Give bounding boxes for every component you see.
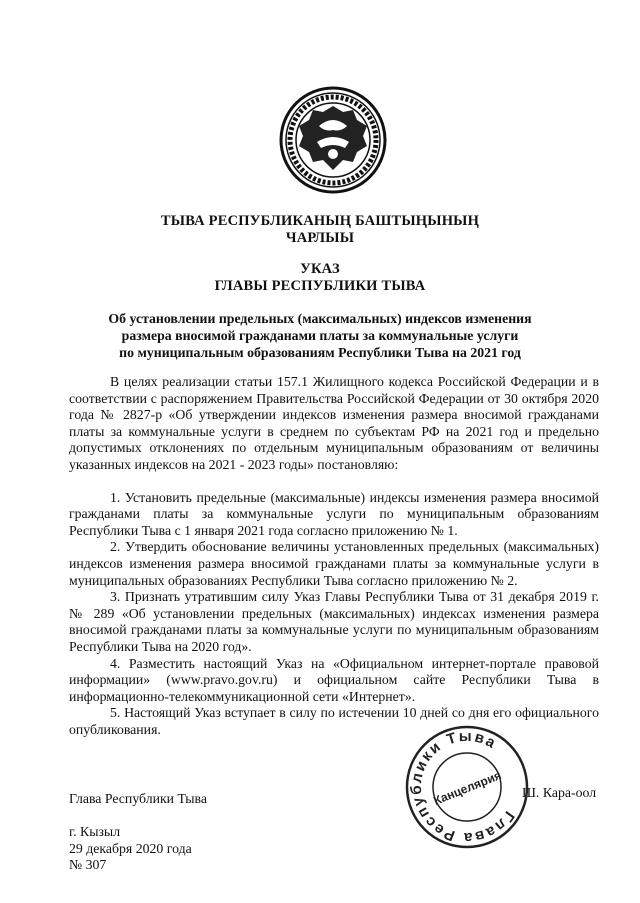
stamp-ring-text: Глава Республики Тыва <box>407 727 518 847</box>
republic-title-line1: ТЫВА РЕСПУБЛИКАНЫҢ БАШТЫҢЫНЫҢ <box>160 213 480 229</box>
decree-subject-line2: размера вносимой гражданами платы за коммунальные услуги <box>121 328 519 343</box>
decree-place-date <box>69 824 192 874</box>
decree-subject-line3: по муниципальным образованиям Республики Тыва на 2021 год <box>119 345 521 360</box>
decree-subject-line1: Об установлении предельных (максимальных) индексов изменения <box>108 311 532 326</box>
decree-item-4: 4. Разместить настоящий Указ на «Официальном интернет-портале правовой информации» (www.pravo.gov.ru) и официальном сайте Республики Тыва в информационно-телекоммуникационной сети «Интернет». <box>69 655 599 704</box>
decree-item-2: 2. Утвердить обоснование величины установленных предельных (максимальных) индексов изменения размера вносимой гражданами платы за коммунальные услуги в муниципальных образованиях Республики Тыва согласно приложению № 2. <box>69 539 599 588</box>
decree-item-1: 1. Установить предельные (максимальные) индексы изменения размера вносимой гражданами платы за коммунальные услуги по муниципальным образованиям Республики Тыва с 1 января 2021 года согласно приложению № 1. <box>69 489 599 538</box>
office-stamp-icon <box>404 724 530 850</box>
decree-title-line2: ГЛАВЫ РЕСПУБЛИКИ ТЫВА <box>214 278 426 294</box>
decree-item-3: 3. Признать утратившим силу Указ Главы Республики Тыва от 31 декабря 2019 г. № 289 «Об установлении предельных (максимальных) индексах изменения размера вносимой гражданами платы за коммунальные услуги по муниципальным образованиям Республики Тыва на 2020 год». <box>69 589 599 654</box>
decree-date: 29 декабря 2020 года <box>69 840 192 856</box>
decree-title <box>0 261 640 295</box>
decree-place: г. Кызыл <box>69 824 121 839</box>
decree-body <box>69 374 599 738</box>
signatory-position: Глава Республики Тыва <box>69 791 207 806</box>
stamp-center-text: Канцелярия <box>431 767 504 808</box>
tuva-coat-of-arms-icon <box>279 86 387 194</box>
republic-title <box>0 213 640 247</box>
republic-title-line2: ЧАРЛЫЫ <box>285 230 355 246</box>
signatory-name: Ш. Кара-оол <box>522 785 597 800</box>
decree-subject <box>0 310 640 361</box>
decree-title-line1: УКАЗ <box>300 261 340 277</box>
decree-number: № 307 <box>69 857 107 873</box>
decree-preamble: В целях реализации статьи 157.1 Жилищного кодекса Российской Федерации и в соответствии с распоряжением Правительства Российской Федерации от 30 октября 2020 года № 2827-р «Об утверждении индексов изменения размера вносимой гражданами платы за коммунальные услуги в среднем по субъектам РФ на 2021 год и предельно допустимых отклонениях по отдельным муниципальным образованиям от величины указанных индексов на 2021 - 2023 годы» постановляю: <box>69 374 599 472</box>
decree-item-5: 5. Настоящий Указ вступает в силу по истечении 10 дней со дня его официального опубликования. <box>69 705 599 737</box>
